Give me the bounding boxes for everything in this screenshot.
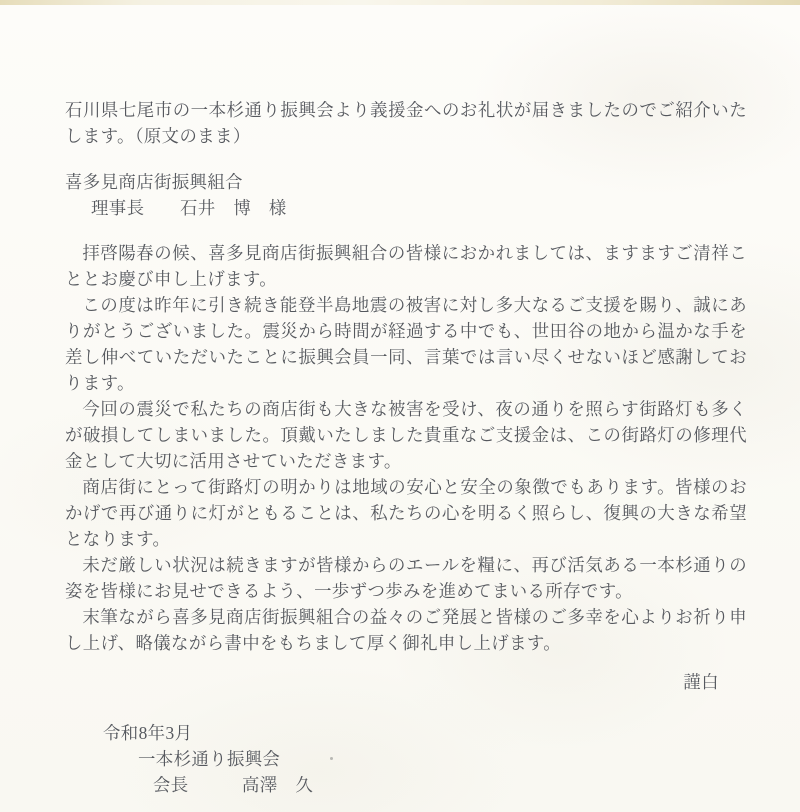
paragraph-greeting: 拝啓陽春の候、喜多見商店街振興組合の皆様におかれましては、ますますご清祥こととお慶び申し上げます。 [65,243,747,289]
recipient-title-and-name: 理事長 石井 博 様 [91,198,287,218]
paragraph-final-wishes: 末筆ながら喜多見商店街振興組合の益々のご発展と皆様のご多幸を心よりお祈り申し上げ、略儀ながら書中をもちまして厚く御礼申し上げます。 [65,607,747,653]
signature-block [65,720,747,798]
paragraph-resolve: 未だ厳しい状況は続きますが皆様からのエールを糧に、再び活気ある一本杉通りの姿を皆様にお見せできるよう、一歩ずつ歩みを進めてまいる所存です。 [65,555,747,601]
letter-content [65,97,747,798]
paragraph-streetlights: 商店街にとって街路灯の明かりは地域の安心と安全の象徴でもあります。皆様のおかげで再び通りに灯がともることは、私たちの心を明るく照らし、復興の大きな希望となります。 [65,477,747,549]
closing-salutation: 謹白 [683,672,719,692]
paragraph-damage: 今回の震災で私たちの商店街も大きな被害を受け、夜の通りを照らす街路灯も多くが破損してしまいました。頂戴いたしました貴重なご支援金は、この街路灯の修理代金として大切に活用させていただきます。 [65,399,747,471]
recipient-organization: 喜多見商店街振興組合 [65,172,243,192]
recipient-block [65,169,747,221]
scan-edge-artifact [0,0,800,5]
paragraph-thanks: この度は昨年に引き続き能登半島地震の被害に対し多大なるご支援を賜り、誠にありがとうございました。震災から時間が経過する中でも、世田谷の地から温かな手を差し伸べていただいたことに振興会員一同、言葉では言い尽くせないほど感謝しております。 [65,295,747,393]
signature-organization: 一本杉通り振興会 [138,749,281,769]
scan-speck-artifact [330,757,333,760]
signature-signer: 会長 高澤 久 [153,775,314,795]
intro-note: 石川県七尾市の一本杉通り振興会より義援金へのお礼状が届きましたのでご紹介いたします。（原文のまま） [65,100,747,146]
signature-date: 令和8年3月 [103,723,193,743]
letter-body [65,240,747,656]
